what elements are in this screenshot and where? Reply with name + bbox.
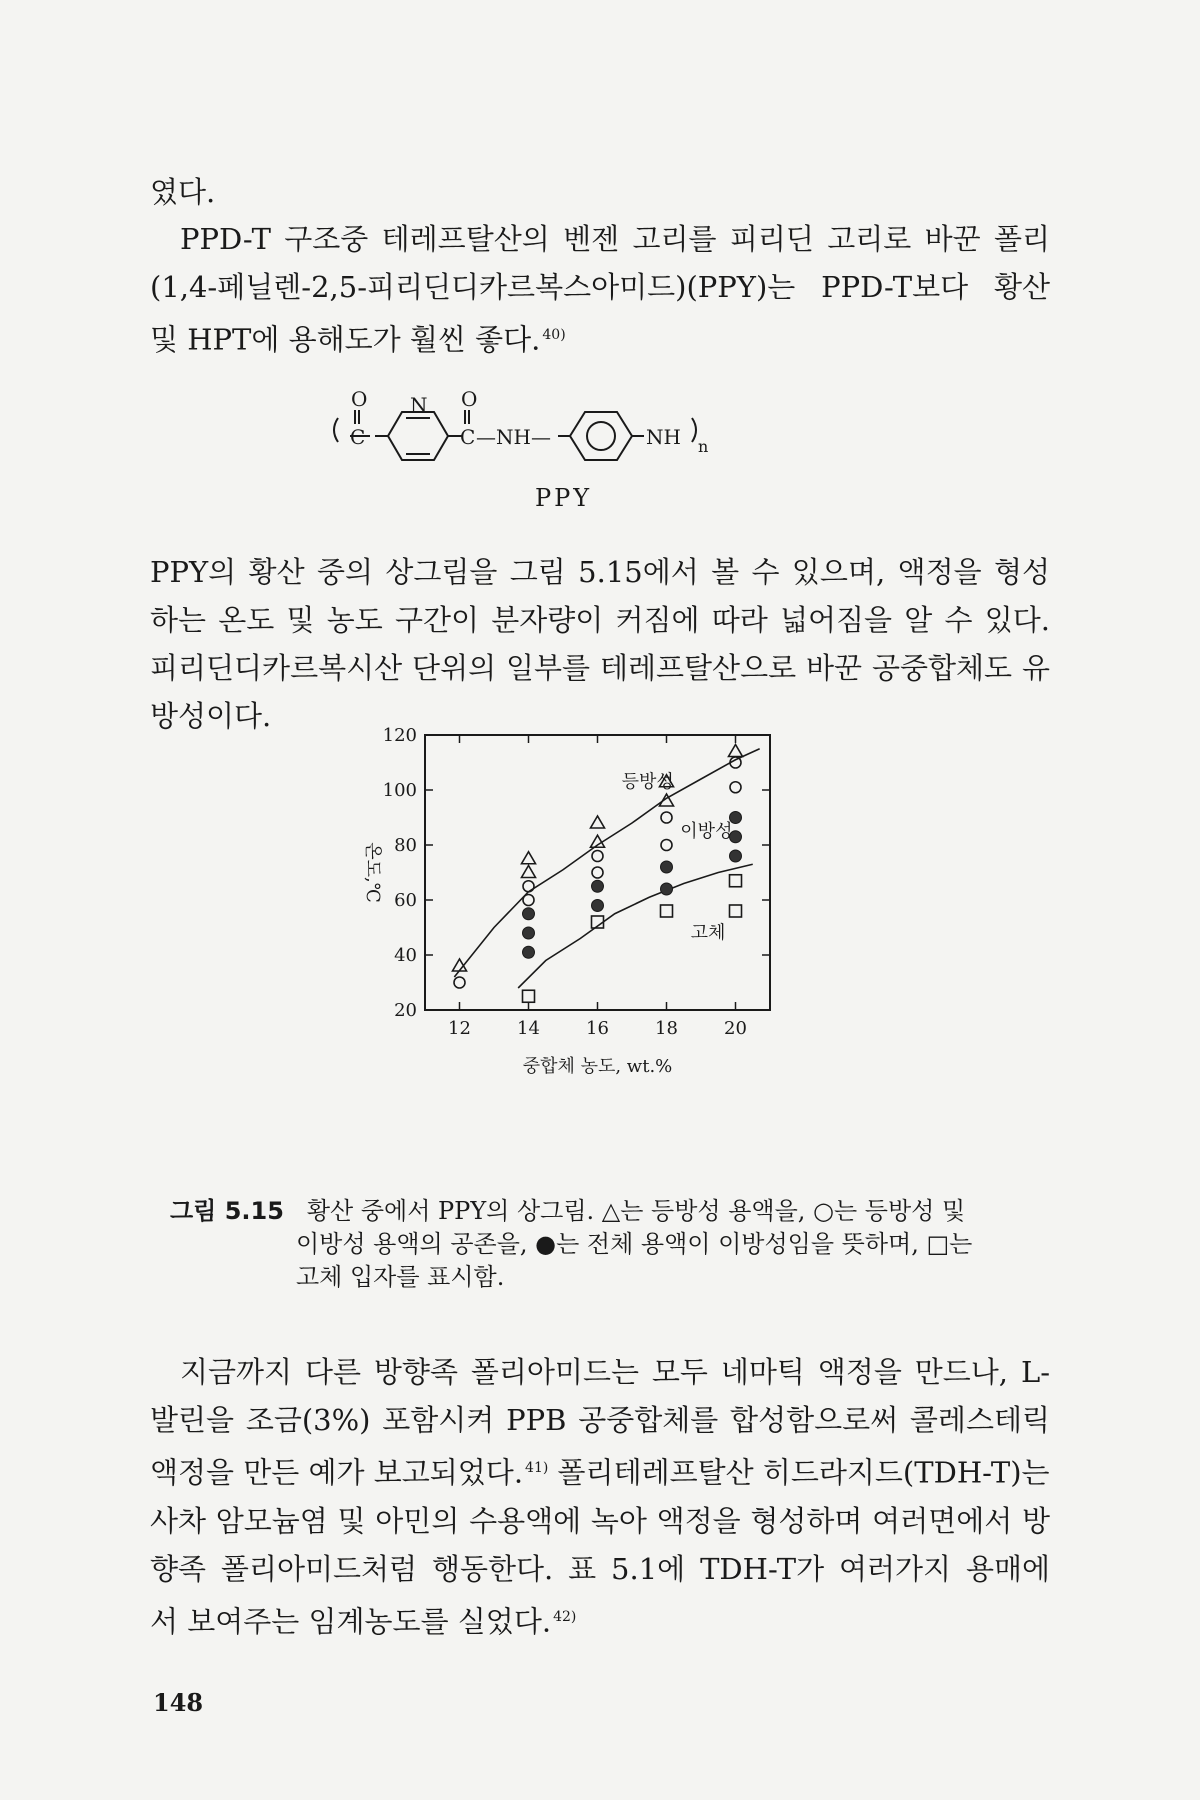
triangle-point <box>522 852 536 864</box>
structure-label: PPY <box>535 484 593 512</box>
text-line: 사차 암모늄염 및 아민의 수용액에 녹아 액정을 형성하며 여러면에서 방 <box>150 1503 1050 1538</box>
triangle-point <box>591 816 605 828</box>
y-tick-label: 40 <box>394 945 417 966</box>
text-line <box>150 311 1050 364</box>
text-line: PPD-T 구조중 테레프탈산의 벤젠 고리를 피리딘 고리로 바꾼 폴리 <box>180 222 1050 256</box>
text-span: 서 보여주는 임계농도를 실었다. <box>150 1604 552 1639</box>
filled-circle-point <box>592 900 604 912</box>
filled-circle-point <box>730 850 742 862</box>
x-tick-label: 18 <box>655 1018 678 1039</box>
atom-n: N <box>410 393 428 417</box>
open-circle-point <box>730 782 741 793</box>
page-number: 148 <box>153 1688 204 1717</box>
triangle-point <box>522 866 536 878</box>
filled-circle-point <box>523 908 535 920</box>
region-label: 고체 <box>690 922 726 944</box>
atom-o: O <box>351 390 368 411</box>
y-tick-label: 20 <box>394 1000 417 1021</box>
text-line: 피리딘디카르복시산 단위의 일부를 테레프탈산으로 바꾼 공중합체도 유 <box>150 651 1050 685</box>
x-axis-label: 중합체 농도, wt.% <box>522 1056 673 1077</box>
open-circle-point <box>661 812 672 823</box>
x-tick-label: 14 <box>517 1018 540 1039</box>
open-circle-point <box>454 977 465 988</box>
paragraph-2 <box>150 548 1050 740</box>
atom-o: O <box>461 390 478 411</box>
triangle-point <box>729 745 743 757</box>
x-tick-label: 20 <box>724 1018 747 1039</box>
pyridine-ring <box>388 412 448 460</box>
paragraph-3 <box>150 1348 1050 1645</box>
open-circle-point <box>523 881 534 892</box>
amide-nh: NH <box>646 425 681 449</box>
text-line <box>150 1444 1050 1497</box>
open-circle-point <box>523 895 534 906</box>
text-line: 하는 온도 및 농도 구간이 분자량이 커짐에 따라 넓어짐을 알 수 있다. <box>150 603 1050 637</box>
square-point <box>730 875 742 887</box>
text-line: (1,4-페닐렌-2,5-피리딘디카르복스아미드)(PPY)는 PPD-T보다 황산 <box>150 270 1050 304</box>
open-circle-point <box>592 867 603 878</box>
caption-line: 고체 입자를 표시함. <box>296 1263 505 1291</box>
text-line: PPY의 황산 중의 상그림을 그림 5.15에서 볼 수 있으며, 액정을 형성 <box>150 555 1050 589</box>
filled-circle-point <box>523 927 535 939</box>
text-line: 방성이다. <box>150 699 272 733</box>
region-label: 등방성 <box>621 771 674 793</box>
y-tick-label: 60 <box>394 890 417 911</box>
benzene-ring <box>570 412 632 460</box>
filled-circle-point <box>592 880 604 892</box>
bracket-left <box>334 418 338 442</box>
ppy-structure-diagram <box>320 390 840 530</box>
text-line <box>150 1593 1050 1646</box>
reference-mark: 42) <box>553 1608 577 1625</box>
filled-circle-point <box>661 883 673 895</box>
reference-mark: 41) <box>525 1460 549 1476</box>
square-point <box>661 905 673 917</box>
text-line: 향족 폴리아미드처럼 행동한다. 표 5.1에 TDH-T가 여러가지 용매에 <box>150 1551 1050 1586</box>
y-axis-label: 온도,℃ <box>362 842 383 903</box>
atom-c: C <box>350 425 366 449</box>
y-tick-label: 80 <box>394 835 417 856</box>
caption-line: 이방성 용액의 공존을, ●는 전체 용액이 이방성임을 뜻하며, □는 <box>296 1230 973 1258</box>
filled-circle-point <box>523 946 535 958</box>
region-label: 이방성 <box>680 820 733 842</box>
subscript-n: n <box>698 437 709 456</box>
text-line: 였다. <box>150 175 216 209</box>
figure-caption <box>170 1195 1050 1294</box>
paragraph-1 <box>150 215 1050 364</box>
x-tick-label: 16 <box>586 1018 609 1039</box>
text-line: 발린을 조금(3%) 포함시켜 PPB 공중합체를 합성함으로써 콜레스테릭 <box>150 1403 1050 1437</box>
text-line: 지금까지 다른 방향족 폴리아미드는 모두 네마틱 액정을 만드나, L- <box>180 1355 1050 1389</box>
page-text-top <box>150 168 1050 216</box>
caption-line <box>170 1195 1050 1228</box>
amide-nh: —NH— <box>476 425 551 449</box>
bracket-right <box>692 418 696 442</box>
phase-diagram-chart <box>340 715 860 1165</box>
open-circle-point <box>592 851 603 862</box>
figure-number: 그림 5.15 <box>170 1197 284 1225</box>
y-tick-label: 120 <box>382 725 417 746</box>
x-tick-label: 12 <box>448 1018 471 1039</box>
text-span: 액정을 만든 예가 보고되었다. <box>150 1455 524 1490</box>
text-span: 폴리테레프탈산 히드라지드(TDH-T)는 <box>557 1455 1050 1490</box>
y-tick-label: 100 <box>382 780 417 801</box>
atom-c: C <box>460 425 476 449</box>
reference-mark: 40) <box>542 327 566 343</box>
filled-circle-point <box>661 861 673 873</box>
text-span: 및 HPT에 용해도가 훨씬 좋다. <box>150 322 541 357</box>
open-circle-point <box>661 840 672 851</box>
square-point <box>730 905 742 917</box>
square-point <box>523 990 535 1002</box>
caption-text: 황산 중에서 PPY의 상그림. △는 등방성 용액을, ○는 등방성 및 <box>306 1197 966 1225</box>
